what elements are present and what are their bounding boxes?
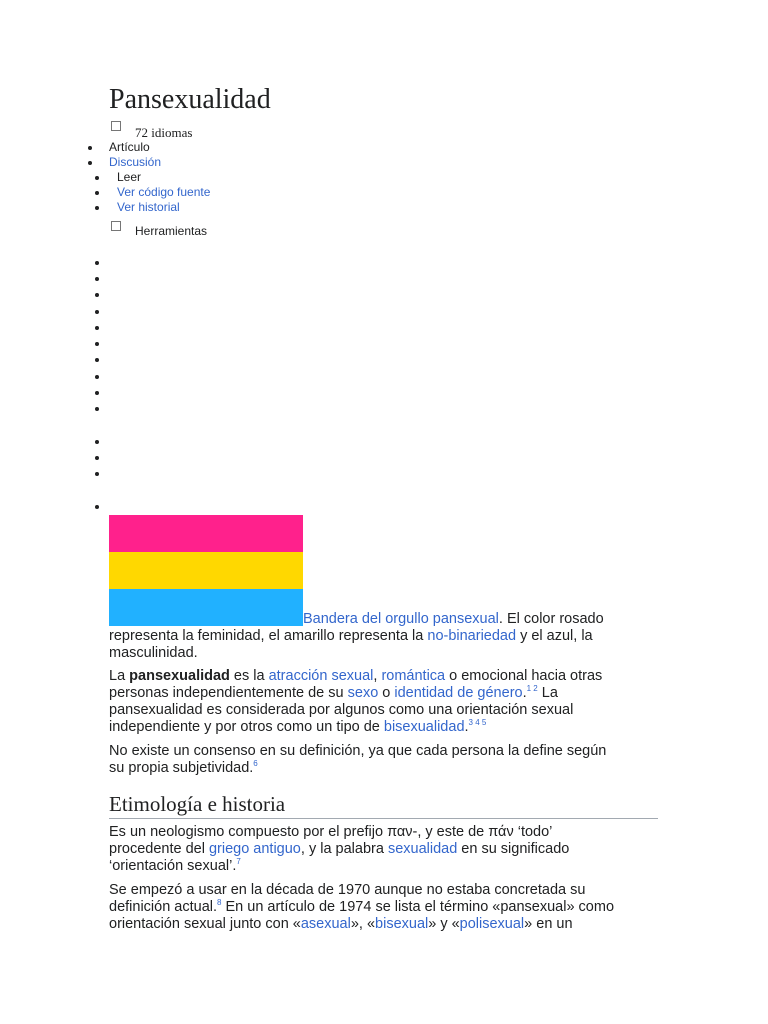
text: independiente y por otros como un tipo de (109, 719, 384, 735)
tab-discusion[interactable]: Discusión (109, 155, 162, 169)
bullet-icon (95, 407, 99, 411)
text: ‘orientación sexual’. (109, 858, 237, 874)
link-polisexual[interactable]: polisexual (459, 916, 525, 932)
reference-6[interactable]: 6 (253, 759, 258, 768)
caption-text: representa la feminidad, el amarillo representa la (109, 628, 428, 644)
link-bandera[interactable]: Bandera del orgullo pansexual (303, 611, 499, 627)
etymology-paragraph-1 (109, 824, 649, 875)
etymology-paragraph-2 (109, 882, 649, 933)
bullet-icon (95, 358, 99, 362)
text: es la (229, 668, 269, 684)
flag-caption (109, 628, 649, 662)
link-identidad-de-genero[interactable]: identidad de género (394, 685, 523, 701)
text: o (378, 685, 395, 701)
reference-1-2[interactable]: 1 2 (526, 684, 538, 693)
flag-caption-line-1 (303, 611, 768, 628)
caption-text: y el azul, la (516, 628, 593, 644)
tab-leer[interactable]: Leer (117, 170, 142, 184)
tab-ver-codigo-fuente[interactable]: Ver código fuente (117, 185, 211, 199)
languages-label[interactable]: 72 idiomas (135, 125, 193, 140)
text: orientación sexual junto con « (109, 916, 301, 932)
text: , y la palabra (300, 841, 388, 857)
caption-text: masculinidad. (109, 645, 198, 661)
link-bisexualidad[interactable]: bisexualidad (383, 719, 465, 735)
bold-term: pansexualidad (129, 668, 230, 684)
bullet-icon (95, 191, 99, 195)
intro-paragraph-2 (109, 743, 649, 777)
bullet-icon (95, 440, 99, 444)
text: », « (350, 916, 376, 932)
text: » y « (428, 916, 460, 932)
text: . (464, 719, 469, 735)
text: pansexualidad es considerada por algunos como una orientación sexual (109, 702, 574, 718)
bullet-icon (95, 310, 99, 314)
text: » en un (524, 916, 573, 932)
link-romantica[interactable]: romántica (381, 668, 446, 684)
bullet-icon (95, 505, 99, 509)
flag-stripe-pink (109, 515, 303, 552)
bullet-icon (95, 326, 99, 330)
link-bisexual[interactable]: bisexual (375, 916, 429, 932)
bullet-icon (95, 206, 99, 210)
bullet-icon (95, 391, 99, 395)
text: . (522, 685, 527, 701)
bullet-icon (95, 375, 99, 379)
link-sexualidad[interactable]: sexualidad (387, 841, 458, 857)
bullet-icon (95, 277, 99, 281)
reference-3-4-5[interactable]: 3 4 5 (468, 718, 487, 727)
page-title: Pansexualidad (109, 84, 271, 115)
link-asexual[interactable]: asexual (300, 916, 351, 932)
bullet-icon (95, 472, 99, 476)
text: La (109, 668, 130, 684)
text: definición actual. (109, 899, 218, 915)
link-sexo[interactable]: sexo (347, 685, 379, 701)
languages-checkbox[interactable] (111, 121, 121, 131)
reference-7[interactable]: 7 (236, 857, 241, 866)
text: procedente del (109, 841, 209, 857)
flag-stripe-yellow (109, 552, 303, 589)
bullet-icon (95, 456, 99, 460)
text: su propia subjetividad. (109, 760, 254, 776)
link-griego-antiguo[interactable]: griego antiguo (208, 841, 301, 857)
intro-paragraph-1 (109, 668, 649, 736)
section-heading-etimologia: Etimología e historia (109, 790, 658, 819)
text: o emocional hacia otras (445, 668, 603, 684)
bullet-icon (95, 293, 99, 297)
caption-text: . El color rosado (498, 611, 604, 627)
text: en su significado (457, 841, 570, 857)
bullet-icon (88, 146, 92, 150)
text: No existe un consenso en su definición, ya que cada persona la define según (109, 743, 607, 759)
flag-stripe-blue (109, 589, 303, 626)
text: La (537, 685, 558, 701)
link-atraccion-sexual[interactable]: atracción sexual (268, 668, 374, 684)
pansexual-flag-image[interactable] (109, 515, 303, 626)
text: En un artículo de 1974 se lista el término «pansexual» como (221, 899, 615, 915)
bullet-icon (95, 342, 99, 346)
text: Es un neologismo compuesto por el prefijo παν-, y este de πάν ‘todo’ (109, 824, 553, 840)
link-no-binariedad[interactable]: no-binariedad (427, 628, 517, 644)
text: , (373, 668, 382, 684)
bullet-icon (95, 176, 99, 180)
bullet-icon (95, 261, 99, 265)
reference-8[interactable]: 8 (217, 898, 222, 907)
tools-checkbox[interactable] (111, 221, 121, 231)
tools-label[interactable]: Herramientas (135, 224, 208, 238)
bullet-icon (88, 161, 92, 165)
text: Se empezó a usar en la década de 1970 aunque no estaba concretada su (109, 882, 586, 898)
tab-articulo[interactable]: Artículo (109, 140, 150, 154)
tab-ver-historial[interactable]: Ver historial (117, 200, 180, 214)
text: personas independientemente de su (109, 685, 348, 701)
